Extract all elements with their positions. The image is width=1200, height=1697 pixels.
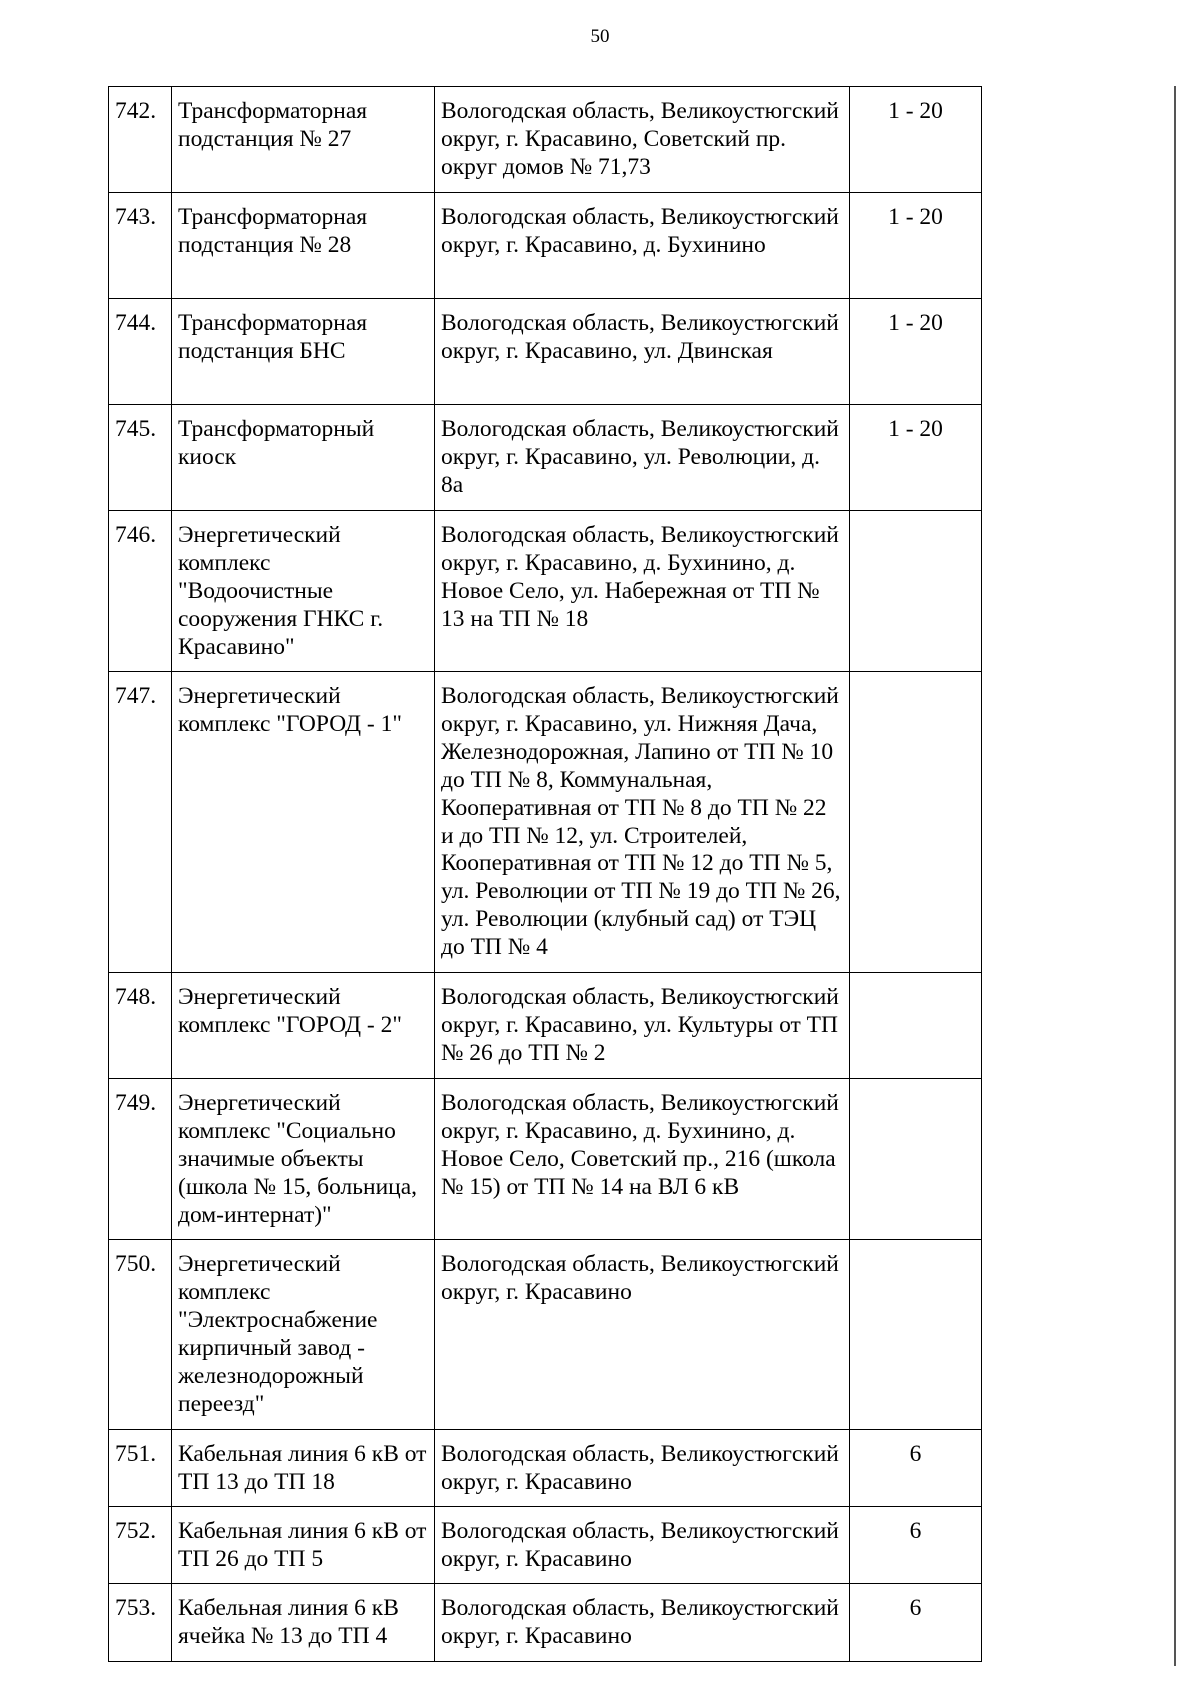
object-name: Кабельная линия 6 кВ от ТП 13 до ТП 18 bbox=[172, 1430, 435, 1507]
object-name: Трансформаторная подстанция № 27 bbox=[172, 87, 435, 193]
row-number: 751. bbox=[109, 1430, 172, 1507]
object-address: Вологодская область, Великоустюгский округ, г. Красавино bbox=[435, 1240, 850, 1430]
table-row bbox=[109, 1584, 982, 1662]
object-address: Вологодская область, Великоустюгский округ, г. Красавино, д. Бухинино bbox=[435, 193, 850, 299]
row-number: 743. bbox=[109, 193, 172, 299]
object-name: Энергетический комплекс "Водоочистные сооружения ГНКС г. Красавино" bbox=[172, 511, 435, 672]
page-number: 50 bbox=[590, 26, 610, 47]
zone-value: 1 - 20 bbox=[850, 87, 982, 193]
row-number: 748. bbox=[109, 973, 172, 1079]
table-row bbox=[109, 1079, 982, 1240]
row-number: 753. bbox=[109, 1584, 172, 1662]
table-row bbox=[109, 405, 982, 511]
table-row bbox=[109, 299, 982, 405]
object-name: Трансформаторная подстанция № 28 bbox=[172, 193, 435, 299]
object-address: Вологодская область, Великоустюгский округ, г. Красавино, д. Бухинино, д. Новое Село, ул. Набережная от ТП № 13 на ТП № 18 bbox=[435, 511, 850, 672]
object-name: Энергетический комплекс "Социально значимые объекты (школа № 15, больница, дом-интернат)" bbox=[172, 1079, 435, 1240]
row-number: 747. bbox=[109, 672, 172, 973]
row-number: 742. bbox=[109, 87, 172, 193]
table-row bbox=[109, 973, 982, 1079]
object-address: Вологодская область, Великоустюгский округ, г. Красавино, ул. Нижняя Дача, Железнодорожная, Лапино от ТП № 10 до ТП № 8, Коммунальная, Кооперативная от ТП № 8 до ТП № 22 и до ТП № 12, ул. Строителей, Кооперативная от ТП № 12 до ТП № 5, ул. Революции от ТП № 19 до ТП № 26, ул. Революции (клубный сад) от ТЭЦ до ТП № 4 bbox=[435, 672, 850, 973]
zone-value: 6 bbox=[850, 1584, 982, 1662]
table-row bbox=[109, 1430, 982, 1507]
row-number: 750. bbox=[109, 1240, 172, 1430]
object-name: Трансформаторный киоск bbox=[172, 405, 435, 511]
zone-value: 1 - 20 bbox=[850, 193, 982, 299]
table-row bbox=[109, 1240, 982, 1430]
object-address: Вологодская область, Великоустюгский округ, г. Красавино, ул. Революции, д. 8а bbox=[435, 405, 850, 511]
right-margin-rule bbox=[1174, 86, 1176, 1666]
zone-value bbox=[850, 973, 982, 1079]
row-number: 745. bbox=[109, 405, 172, 511]
row-number: 746. bbox=[109, 511, 172, 672]
object-address: Вологодская область, Великоустюгский округ, г. Красавино, ул. Культуры от ТП № 26 до ТП № 2 bbox=[435, 973, 850, 1079]
zone-value bbox=[850, 511, 982, 672]
object-address: Вологодская область, Великоустюгский округ, г. Красавино bbox=[435, 1430, 850, 1507]
registry-table bbox=[108, 86, 982, 1662]
table-row bbox=[109, 511, 982, 672]
row-number: 744. bbox=[109, 299, 172, 405]
object-name: Кабельная линия 6 кВ ячейка № 13 до ТП 4 bbox=[172, 1584, 435, 1662]
zone-value: 1 - 20 bbox=[850, 405, 982, 511]
table-row bbox=[109, 672, 982, 973]
object-name: Энергетический комплекс "Электроснабжение кирпичный завод - железнодорожный переезд" bbox=[172, 1240, 435, 1430]
object-name: Трансформаторная подстанция БНС bbox=[172, 299, 435, 405]
zone-value: 6 bbox=[850, 1430, 982, 1507]
object-name: Кабельная линия 6 кВ от ТП 26 до ТП 5 bbox=[172, 1507, 435, 1584]
table-row bbox=[109, 1507, 982, 1584]
object-address: Вологодская область, Великоустюгский округ, г. Красавино, ул. Двинская bbox=[435, 299, 850, 405]
object-name: Энергетический комплекс "ГОРОД - 1" bbox=[172, 672, 435, 973]
zone-value bbox=[850, 672, 982, 973]
row-number: 749. bbox=[109, 1079, 172, 1240]
zone-value bbox=[850, 1240, 982, 1430]
table-row bbox=[109, 193, 982, 299]
zone-value bbox=[850, 1079, 982, 1240]
zone-value: 6 bbox=[850, 1507, 982, 1584]
object-address: Вологодская область, Великоустюгский округ, г. Красавино bbox=[435, 1584, 850, 1662]
object-address: Вологодская область, Великоустюгский округ, г. Красавино, Советский пр. округ домов № 71,73 bbox=[435, 87, 850, 193]
object-address: Вологодская область, Великоустюгский округ, г. Красавино bbox=[435, 1507, 850, 1584]
zone-value: 1 - 20 bbox=[850, 299, 982, 405]
row-number: 752. bbox=[109, 1507, 172, 1584]
object-name: Энергетический комплекс "ГОРОД - 2" bbox=[172, 973, 435, 1079]
object-address: Вологодская область, Великоустюгский округ, г. Красавино, д. Бухинино, д. Новое Село, Советский пр., 216 (школа № 15) от ТП № 14 на ВЛ 6 кВ bbox=[435, 1079, 850, 1240]
table-row bbox=[109, 87, 982, 193]
